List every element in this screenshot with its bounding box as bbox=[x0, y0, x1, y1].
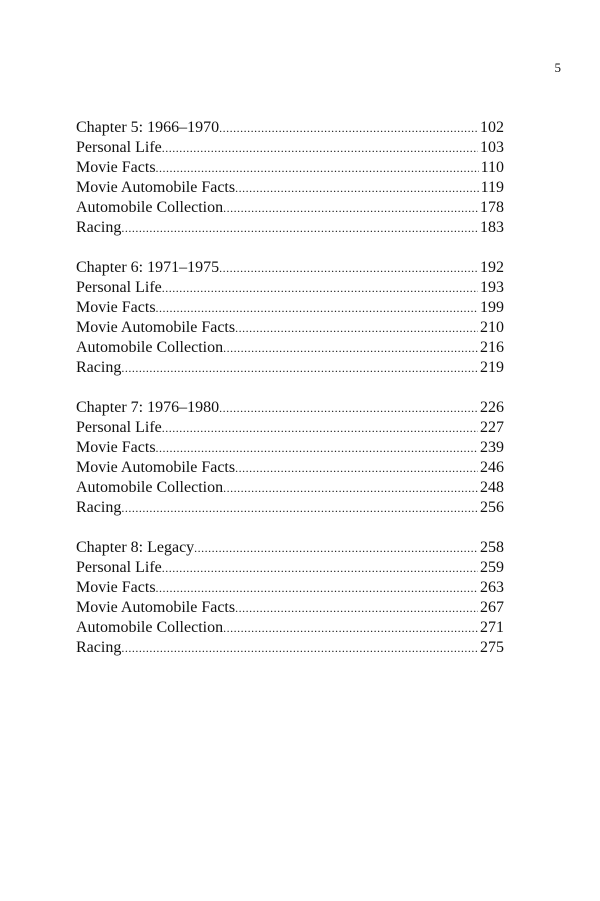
toc-entry-title: Automobile Collection bbox=[76, 339, 224, 356]
dot-leader bbox=[223, 618, 478, 638]
toc-entry-page: 178 bbox=[480, 199, 504, 216]
toc-entry-page: 258 bbox=[480, 539, 504, 556]
dot-leader bbox=[156, 158, 479, 178]
toc-entry-title: Racing bbox=[76, 639, 122, 656]
toc-entry-page: 219 bbox=[480, 359, 504, 376]
toc-entry-page: 102 bbox=[480, 119, 504, 136]
toc-entry-page: 275 bbox=[480, 639, 504, 656]
toc-entry-title: Movie Facts bbox=[76, 579, 156, 596]
dot-leader bbox=[162, 278, 478, 298]
toc-entry-title: Automobile Collection bbox=[76, 199, 224, 216]
toc-entry-title: Movie Facts bbox=[76, 439, 156, 456]
toc-entry-title: Chapter 6: 1971–1975 bbox=[76, 259, 220, 276]
toc-entry-page: 193 bbox=[480, 279, 504, 296]
toc-entry-page: 192 bbox=[480, 259, 504, 276]
toc-entry bbox=[76, 498, 504, 518]
toc-entry-title: Personal Life bbox=[76, 139, 162, 156]
toc-entry-page: 216 bbox=[480, 339, 504, 356]
toc-entry bbox=[76, 558, 504, 578]
dot-leader bbox=[223, 478, 478, 498]
toc-entry bbox=[76, 178, 504, 198]
dot-leader bbox=[235, 598, 478, 618]
toc-chapter-heading bbox=[76, 398, 504, 418]
toc-entry-page: 103 bbox=[480, 139, 504, 156]
toc-entry-page: 226 bbox=[480, 399, 504, 416]
toc-section-chapter-8 bbox=[76, 538, 504, 658]
dot-leader bbox=[235, 178, 478, 198]
toc-entry bbox=[76, 458, 504, 478]
toc-entry-title: Movie Automobile Facts bbox=[76, 179, 236, 196]
toc-entry-page: 199 bbox=[480, 299, 504, 316]
toc-entry-title: Chapter 7: 1976–1980 bbox=[76, 399, 220, 416]
toc-entry bbox=[76, 598, 504, 618]
table-of-contents bbox=[76, 118, 504, 678]
dot-leader bbox=[219, 118, 478, 138]
toc-entry bbox=[76, 138, 504, 158]
dot-leader bbox=[194, 538, 478, 558]
toc-entry bbox=[76, 278, 504, 298]
toc-entry bbox=[76, 218, 504, 238]
toc-entry-page: 248 bbox=[480, 479, 504, 496]
dot-leader bbox=[121, 218, 478, 238]
toc-entry-page: 246 bbox=[480, 459, 504, 476]
dot-leader bbox=[219, 258, 478, 278]
toc-entry bbox=[76, 358, 504, 378]
toc-section-chapter-6 bbox=[76, 258, 504, 378]
toc-entry bbox=[76, 298, 504, 318]
toc-chapter-heading bbox=[76, 538, 504, 558]
toc-entry-page: 263 bbox=[480, 579, 504, 596]
dot-leader bbox=[219, 398, 478, 418]
dot-leader bbox=[156, 438, 478, 458]
toc-entry-title: Automobile Collection bbox=[76, 479, 224, 496]
toc-entry bbox=[76, 198, 504, 218]
toc-entry-page: 210 bbox=[480, 319, 504, 336]
toc-entry-title: Movie Automobile Facts bbox=[76, 459, 236, 476]
toc-entry-title: Racing bbox=[76, 359, 122, 376]
toc-section-chapter-7 bbox=[76, 398, 504, 518]
dot-leader bbox=[121, 358, 478, 378]
dot-leader bbox=[156, 578, 478, 598]
dot-leader bbox=[223, 338, 478, 358]
toc-chapter-heading bbox=[76, 118, 504, 138]
toc-entry bbox=[76, 158, 504, 178]
toc-entry bbox=[76, 638, 504, 658]
toc-entry-title: Personal Life bbox=[76, 419, 162, 436]
toc-entry bbox=[76, 338, 504, 358]
dot-leader bbox=[223, 198, 478, 218]
toc-entry-page: 110 bbox=[480, 159, 504, 176]
toc-entry-title: Personal Life bbox=[76, 559, 162, 576]
toc-entry-page: 256 bbox=[480, 499, 504, 516]
toc-entry-title: Automobile Collection bbox=[76, 619, 224, 636]
toc-entry-title: Movie Facts bbox=[76, 159, 156, 176]
toc-entry-page: 227 bbox=[480, 419, 504, 436]
dot-leader bbox=[162, 418, 478, 438]
dot-leader bbox=[162, 138, 478, 158]
toc-entry bbox=[76, 478, 504, 498]
dot-leader bbox=[121, 498, 478, 518]
toc-entry bbox=[76, 418, 504, 438]
page-number: 5 bbox=[554, 60, 561, 75]
dot-leader bbox=[235, 458, 478, 478]
dot-leader bbox=[235, 318, 478, 338]
toc-entry-title: Movie Facts bbox=[76, 299, 156, 316]
toc-entry-title: Racing bbox=[76, 219, 122, 236]
toc-entry-page: 119 bbox=[480, 179, 504, 196]
toc-entry-page: 259 bbox=[480, 559, 504, 576]
dot-leader bbox=[156, 298, 478, 318]
toc-entry-page: 183 bbox=[480, 219, 504, 236]
toc-entry bbox=[76, 438, 504, 458]
dot-leader bbox=[162, 558, 478, 578]
toc-entry-page: 271 bbox=[480, 619, 504, 636]
toc-entry-page: 267 bbox=[480, 599, 504, 616]
toc-section-chapter-5 bbox=[76, 118, 504, 238]
toc-entry bbox=[76, 618, 504, 638]
toc-entry-title: Personal Life bbox=[76, 279, 162, 296]
toc-entry bbox=[76, 578, 504, 598]
toc-chapter-heading bbox=[76, 258, 504, 278]
dot-leader bbox=[121, 638, 478, 658]
toc-entry-title: Racing bbox=[76, 499, 122, 516]
toc-entry-title: Chapter 5: 1966–1970 bbox=[76, 119, 220, 136]
toc-entry-title: Movie Automobile Facts bbox=[76, 599, 236, 616]
toc-entry-title: Movie Automobile Facts bbox=[76, 319, 236, 336]
toc-entry bbox=[76, 318, 504, 338]
toc-entry-title: Chapter 8: Legacy bbox=[76, 539, 195, 556]
toc-entry-page: 239 bbox=[480, 439, 504, 456]
